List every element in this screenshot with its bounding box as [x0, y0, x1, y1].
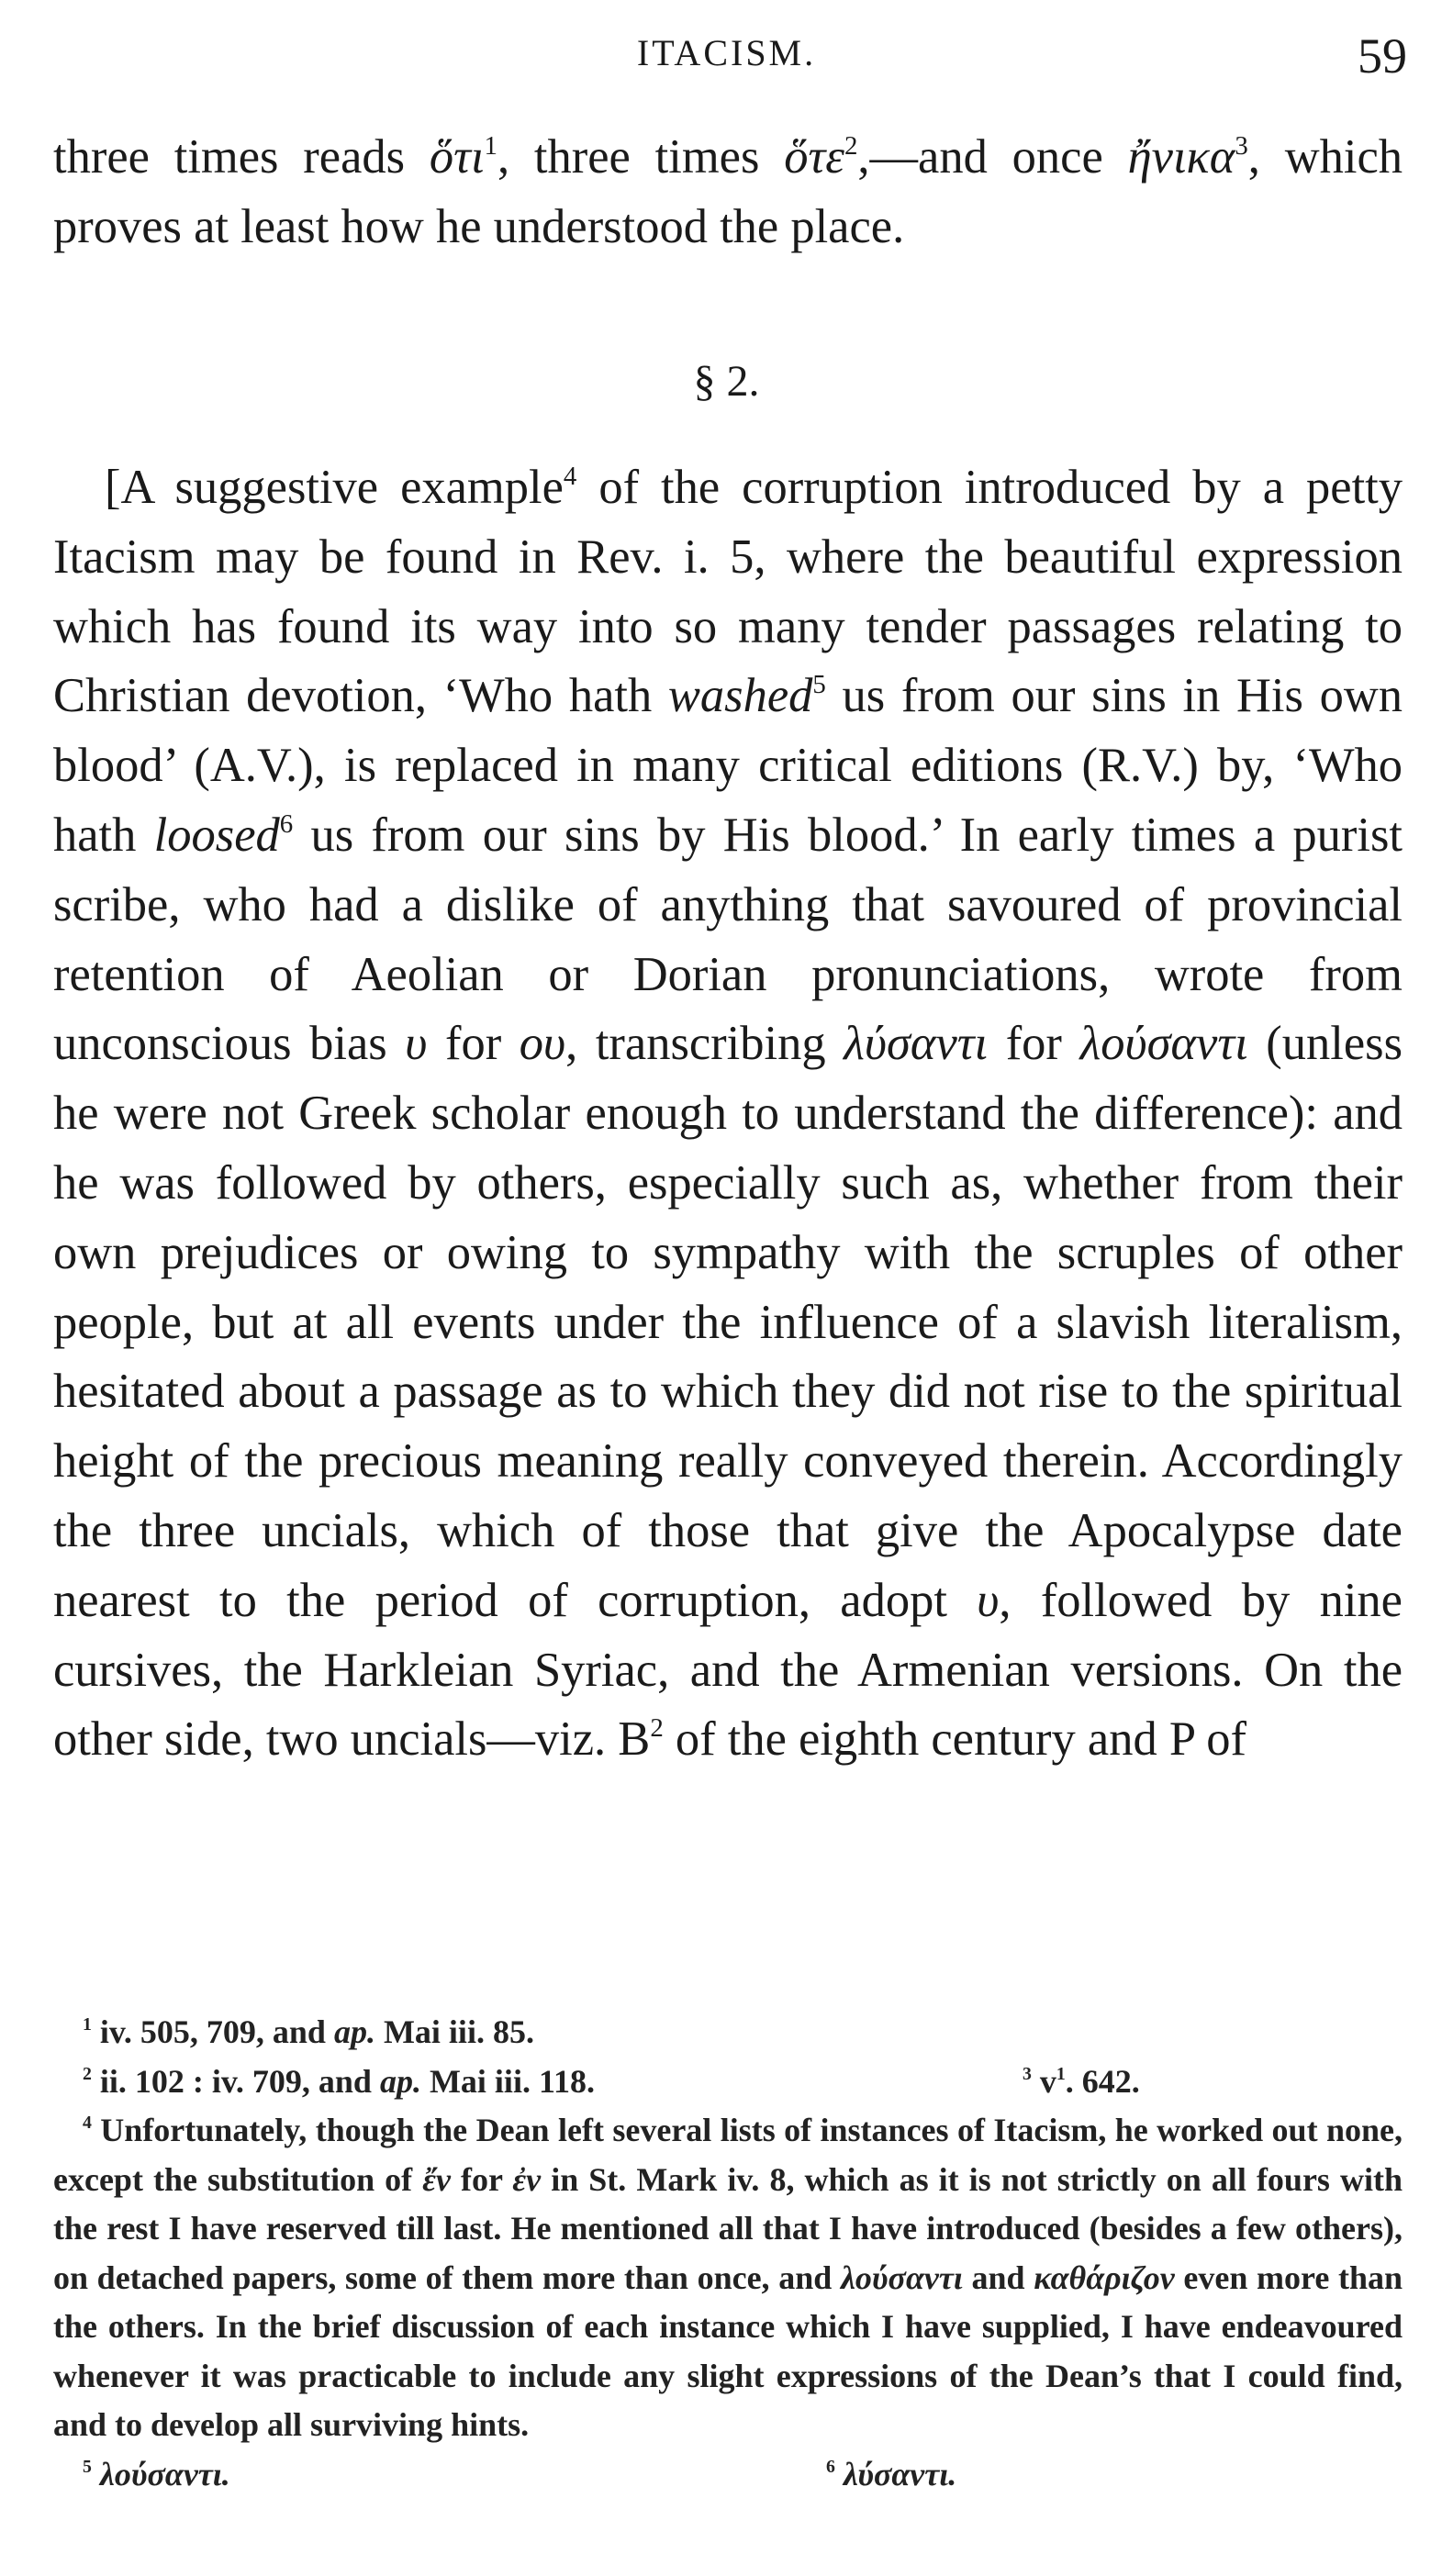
footnote-text: Unfortunately, though the Dean left several lists of instances of Itacism, he worked out none, except the substitution of	[53, 2112, 1403, 2198]
footnote-mark: 2	[83, 2063, 92, 2084]
footnote-ref: 4	[563, 461, 577, 491]
italic-word: washed	[667, 669, 813, 723]
text-run: three times reads	[53, 130, 430, 184]
footnote-ref: 5	[812, 670, 826, 700]
greek-word: λούσαντι	[840, 2258, 963, 2296]
greek-word: ὅτε	[784, 130, 844, 184]
text-run: , which proves at least how he understood the place.	[53, 130, 1403, 253]
page-number: 59	[1358, 28, 1407, 84]
footnote-text: in St. Mark iv. 8, which as it is not strictly on all fours with the rest I have reserved till last. He mentioned all that I have introduced (besides a few others), on detached papers, some of them more than once, and	[53, 2160, 1403, 2296]
text-run: , followed by nine cursives, the Harkleian Syriac, and the Armenian versions. On the other side, two uncials—viz. B	[53, 1573, 1403, 1767]
text-run: , three times	[497, 130, 785, 184]
footnote-text: Mai iii. 118.	[420, 2062, 595, 2100]
footnote-5	[83, 2450, 230, 2500]
text-run: for	[988, 1017, 1080, 1071]
greek-word: ἐν	[512, 2160, 542, 2198]
text-run: [A suggestive example	[105, 461, 564, 514]
text-run: (unless he were not Greek scholar enough to understand the difference): and he was followed by others, especially such as, whether from their own prejudices or owing to sympathy with the scruples of other people, but at all events under the influence of a slavish literalism, hesitated about a passage as to which they did not rise to the spiritual height of the precious meaning really conveyed therein. Accordingly the three uncials, which of those that give the Apocalypse date nearest to the period of corruption, adopt	[53, 1017, 1403, 1627]
text-run: of the eighth century and P of	[663, 1712, 1246, 1767]
italic-word: ap.	[379, 2062, 421, 2100]
footnote-3	[1023, 2057, 1140, 2107]
footnote-row	[53, 2057, 1403, 2107]
footnote-text: iv. 505, 709, and	[91, 2013, 334, 2050]
greek-word: καθάριζον	[1034, 2258, 1175, 2296]
footnote-text: and	[962, 2258, 1034, 2296]
text-run: for	[427, 1017, 520, 1071]
greek-word: υ	[977, 1573, 1000, 1627]
text-run: of the corruption introduced by a petty Itacism may be found in Rev. i. 5, where the beautiful expression which has found its way into so many tender passages relating to Christian devotion, ‘Who hath	[53, 461, 1403, 723]
footnote-2	[83, 2057, 595, 2107]
text-run: , transcribing	[565, 1017, 844, 1071]
italic-word: loosed	[153, 808, 280, 862]
footnote-row	[53, 2450, 1403, 2500]
italic-word: ap.	[333, 2013, 375, 2050]
footnote-ref: 3	[1235, 130, 1248, 161]
footnote-mark: 1	[83, 2014, 92, 2035]
footnote-mark: 6	[826, 2456, 835, 2477]
footnote-text: even more than the others. In the brief discussion of each instance which I have supplied, I have endeavoured whenever it was practicable to include any slight expressions of the Dean’s that I could find, and to develop all surviving hints.	[53, 2258, 1403, 2443]
main-paragraph	[53, 453, 1403, 1775]
footnote-1	[53, 2008, 1403, 2057]
footnote-ref: 1	[484, 130, 497, 161]
greek-word: λύσαντι	[844, 1017, 989, 1071]
footnote-ref: 6	[279, 808, 294, 839]
footnote-text: ii. 102 : iv. 709, and	[91, 2062, 380, 2100]
greek-word: λούσαντι.	[99, 2455, 230, 2492]
superscript: 2	[650, 1713, 664, 1744]
greek-word: ἤνικα	[1127, 130, 1235, 184]
greek-word: ὅτι	[429, 130, 485, 184]
footnote-6	[826, 2450, 956, 2500]
greek-word: υ	[405, 1017, 428, 1071]
footnote-ref: 2	[844, 130, 858, 161]
greek-word: λύσαντι.	[843, 2455, 957, 2492]
footnote-text: . 642.	[1065, 2062, 1140, 2100]
greek-word: ου	[519, 1017, 566, 1071]
footnote-text: Mai iii. 85.	[374, 2013, 534, 2050]
continuation-paragraph	[53, 123, 1403, 262]
footnote-text: for	[450, 2160, 513, 2198]
text-run: us from our sins by His blood.’ In early times a purist scribe, who had a dislike of anything that savoured of provincial retention of Aeolian or Dorian pronunciations, wrote from unconscious bias	[53, 808, 1403, 1071]
text-run: ,—and once	[857, 130, 1128, 184]
superscript: 1	[1056, 2063, 1066, 2084]
footnote-mark: 3	[1023, 2063, 1032, 2084]
greek-word: ἔν	[422, 2160, 451, 2198]
text-run: us from our sins in His own blood’ (A.V.), is replaced in many critical editions (R.V.) by, ‘Who hath	[53, 669, 1403, 862]
footnotes	[53, 2008, 1403, 2499]
footnote-4	[53, 2106, 1403, 2450]
section-heading: § 2.	[693, 357, 760, 406]
greek-word: λούσαντι	[1079, 1017, 1248, 1071]
running-head	[0, 28, 1453, 101]
footnote-mark: 5	[83, 2456, 92, 2477]
footnote-mark: 4	[83, 2113, 92, 2134]
footnote-text: v	[1031, 2062, 1056, 2100]
running-title: ITACISM.	[636, 32, 817, 73]
